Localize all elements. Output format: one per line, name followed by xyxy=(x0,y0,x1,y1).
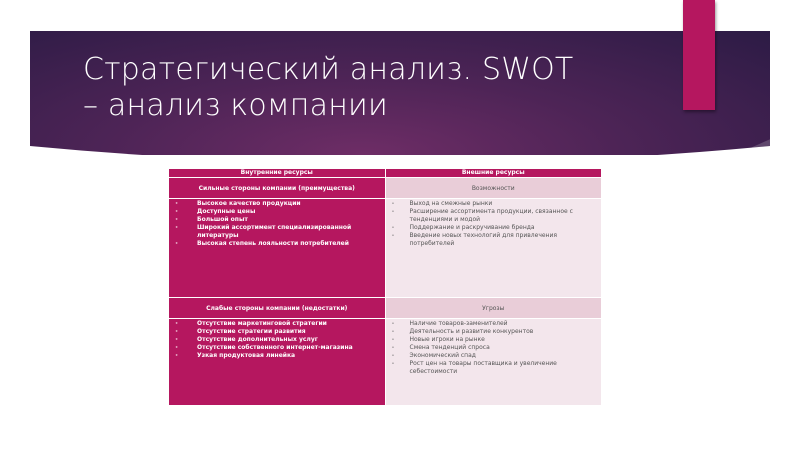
threats-item: • Наличие товаров-заменителей xyxy=(386,320,602,328)
threats-item: • Экономический спад xyxy=(386,352,602,360)
strengths-cell xyxy=(169,199,386,298)
weaknesses-item: • Отсутствие собственного интернет-магазина xyxy=(169,344,385,352)
weaknesses-cell xyxy=(169,319,386,406)
accent-bar xyxy=(683,0,715,110)
slide-title: Стратегический анализ. SWOT – анализ компании xyxy=(83,52,574,123)
threats-item: • Рост цен на товары поставщика и увеличение себестоимости xyxy=(386,360,602,376)
threats-item: • Новые игроки на рынке xyxy=(386,336,602,344)
header-external: Внешние ресурсы xyxy=(385,169,602,178)
weaknesses-item: • Узкая продуктовая линейка xyxy=(169,352,385,360)
banner-sheen xyxy=(630,126,800,186)
threats-title: Угрозы xyxy=(385,298,602,319)
opportunities-item: • Поддержание и раскручивание бренда xyxy=(386,224,602,232)
weaknesses-item: • Отсутствие маркетинговой стратегии xyxy=(169,320,385,328)
threats-cell xyxy=(385,319,602,406)
threats-item: • Деятельность и развитие конкурентов xyxy=(386,328,602,336)
header-internal: Внутренние ресурсы xyxy=(169,169,386,178)
strengths-item: • Широкий ассортимент специализированной литературы xyxy=(169,224,385,240)
strengths-item: • Доступные цены xyxy=(169,208,385,216)
swot-table xyxy=(168,168,602,406)
opportunities-item: • Расширение ассортимента продукции, связанное с тенденциями и модой xyxy=(386,208,602,224)
strengths-item: • Большой опыт xyxy=(169,216,385,224)
weaknesses-list xyxy=(169,320,385,360)
strengths-item: • Высокая степень лояльности потребителей xyxy=(169,240,385,248)
threats-item: • Смена тенденций спроса xyxy=(386,344,602,352)
opportunities-cell xyxy=(385,199,602,298)
strengths-item: • Высокое качество продукции xyxy=(169,200,385,208)
weaknesses-item: • Отсутствие стратегии развития xyxy=(169,328,385,336)
strengths-title: Сильные стороны компании (преимущества) xyxy=(169,178,386,199)
strengths-list xyxy=(169,200,385,248)
weaknesses-item: • Отсутствие дополнительных услуг xyxy=(169,336,385,344)
opportunities-item: • Введение новых технологий для привлечения потребителей xyxy=(386,232,602,248)
opportunities-list xyxy=(386,200,602,248)
weaknesses-title: Слабые стороны компании (недостатки) xyxy=(169,298,386,319)
opportunities-item: • Выход на смежные рынки xyxy=(386,200,602,208)
threats-list xyxy=(386,320,602,376)
opportunities-title: Возможности xyxy=(385,178,602,199)
